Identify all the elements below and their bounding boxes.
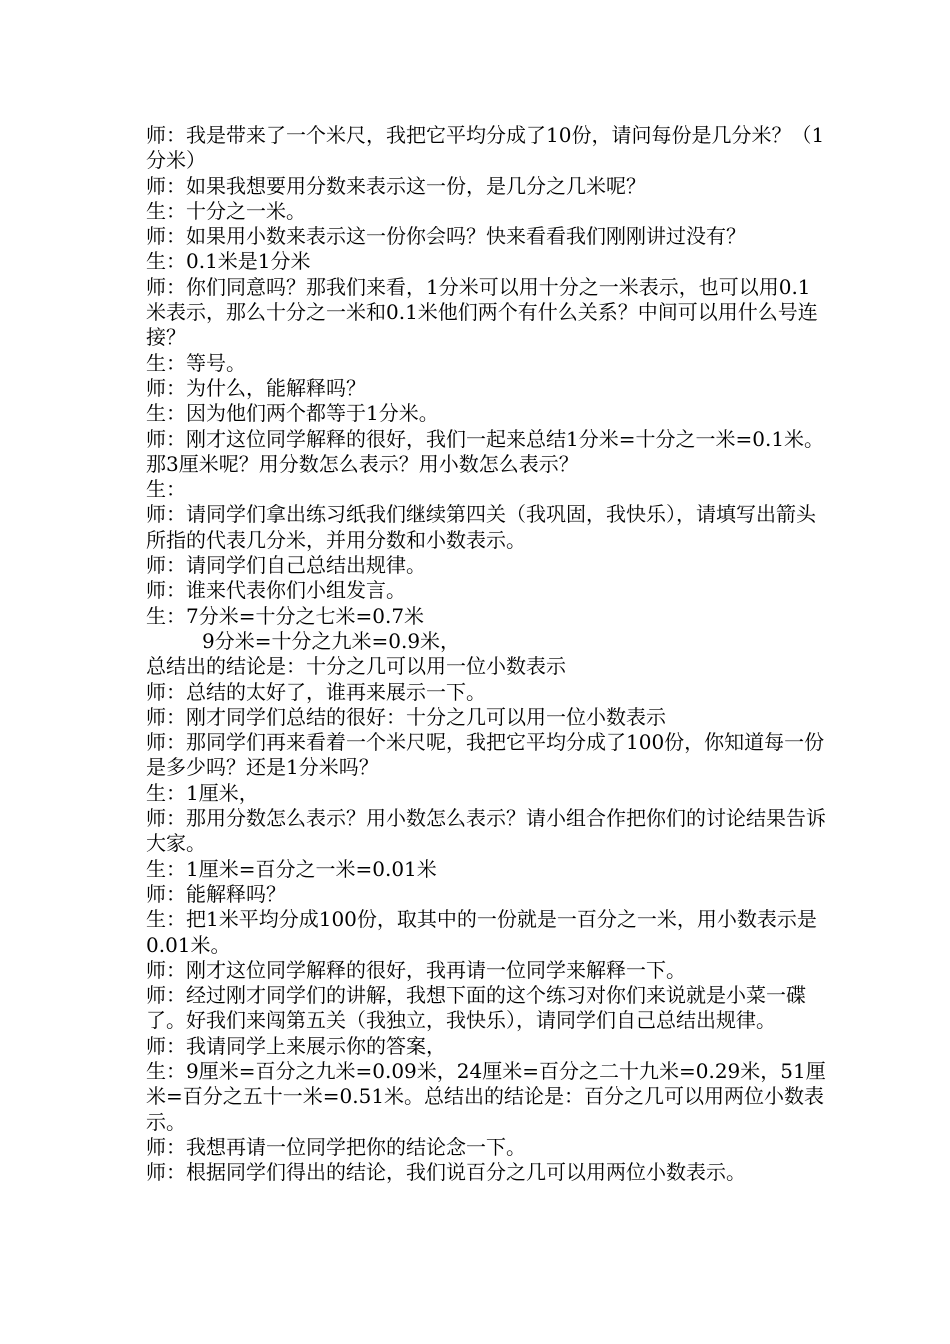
paragraph: 师：根据同学们得出的结论，我们说百分之几可以用两位小数表示。 — [146, 1160, 746, 1185]
paragraph: 师：我请同学上来展示你的答案， — [146, 1033, 446, 1058]
lesson-transcript — [146, 123, 826, 1185]
paragraph: 师：为什么，能解释吗？ — [146, 375, 366, 400]
paragraph: 师：请同学们拿出练习纸我们继续第四关（我巩固，我快乐），请填写出箭头所指的代表几分米，并用分数和小数表示。 — [146, 502, 816, 552]
paragraph: 师：谁来代表你们小组发言。 — [146, 578, 406, 603]
paragraph: 师：刚才这位同学解释的很好，我们一起来总结1分米=十分之一米=0.1米。那3厘米呢？用分数怎么表示？用小数怎么表示？ — [146, 426, 825, 476]
paragraph: 师：如果用小数来表示这一份你会吗？快来看看我们刚刚讲过没有？ — [146, 224, 746, 249]
paragraph: 生：1厘米=百分之一米=0.01米 — [146, 856, 437, 881]
paragraph: 师：请同学们自己总结出规律。 — [146, 553, 426, 578]
paragraph: 生：7分米=十分之七米=0.7米 — [146, 603, 425, 628]
paragraph: 师：你们同意吗？那我们来看，1分米可以用十分之一米表示，也可以用0.1米表示，那么十分之一米和0.1米他们两个有什么关系？中间可以用什么号连接？ — [146, 274, 818, 350]
paragraph: 生：十分之一米。 — [146, 198, 306, 223]
paragraph: 生：0.1米是1分米 — [146, 249, 311, 274]
paragraph: 师：我是带来了一个米尺，我把它平均分成了10份，请问每份是几分米？（1分米） — [146, 123, 825, 173]
paragraph: 师：我想再请一位同学把你的结论念一下。 — [146, 1134, 526, 1159]
paragraph: 师：能解释吗？ — [146, 881, 286, 906]
paragraph: 总结出的结论是：十分之几可以用一位小数表示 — [146, 654, 566, 679]
paragraph: 师：总结的太好了，谁再来展示一下。 — [146, 679, 486, 704]
paragraph: 师：那用分数怎么表示？用小数怎么表示？请小组合作把你们的讨论结果告诉大家。 — [146, 806, 826, 856]
paragraph: 师：刚才同学们总结的很好：十分之几可以用一位小数表示 — [146, 704, 666, 729]
paragraph: 生：9厘米=百分之九米=0.09米，24厘米=百分之二十九米=0.29米，51厘米=百分之五十一米=0.51米。总结出的结论是：百分之几可以用两位小数表示。 — [146, 1058, 826, 1134]
paragraph: 生：等号。 — [146, 350, 246, 375]
paragraph: 9分米=十分之九米=0.9米， — [202, 628, 461, 653]
paragraph: 师：如果我想要用分数来表示这一份，是几分之几米呢？ — [146, 173, 646, 198]
paragraph: 生：1厘米， — [146, 780, 259, 805]
paragraph: 师：那同学们再来看着一个米尺呢，我把它平均分成了100份，你知道每一份是多少吗？还是1分米吗？ — [146, 730, 825, 780]
paragraph: 师：刚才这位同学解释的很好，我再请一位同学来解释一下。 — [146, 957, 686, 982]
paragraph: 生： — [146, 477, 186, 502]
paragraph: 生：因为他们两个都等于1分米。 — [146, 401, 439, 426]
paragraph: 师：经过刚才同学们的讲解，我想下面的这个练习对你们来说就是小菜一碟了。好我们来闯第五关（我独立，我快乐），请同学们自己总结出规律。 — [146, 983, 806, 1033]
paragraph: 生：把1米平均分成100份，取其中的一份就是一百分之一米，用小数表示是0.01米。 — [146, 907, 817, 957]
